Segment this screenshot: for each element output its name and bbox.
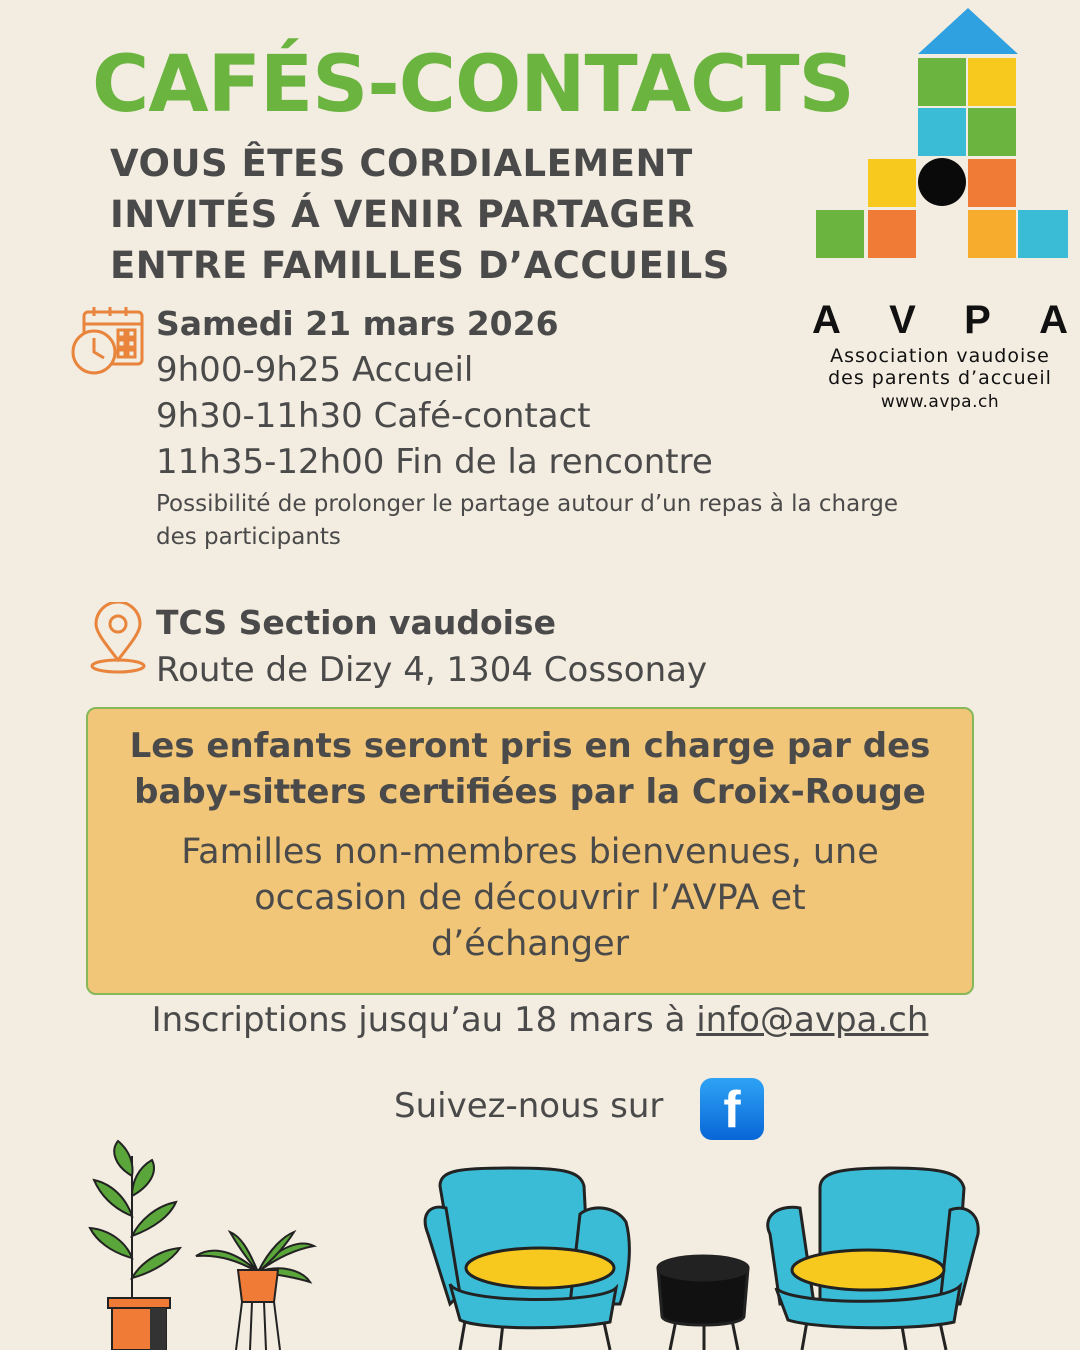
location-address: Route de Dizy 4, 1304 Cossonay: [156, 650, 708, 690]
registration-line: [0, 1000, 1080, 1040]
avpa-letter: P: [964, 298, 991, 342]
childcare-notice: Les enfants seront pris en charge par des baby-sitters certifiées par la Croix-Rouge: [129, 726, 931, 812]
registration-text: Inscriptions jusqu’au 18 mars à: [151, 1000, 697, 1040]
welcome-notice: Familles non-membres bienvenues, une occasion de découvrir l’AVPA et d’échanger: [181, 832, 879, 964]
schedule-item: 9h30-11h30 Café-contact: [156, 396, 591, 436]
follow-label: Suivez-nous sur: [394, 1086, 664, 1126]
event-date: Samedi 21 mars 2026: [156, 304, 559, 343]
info-box: [86, 707, 974, 995]
calendar-clock-icon: [70, 306, 148, 378]
armchairs-illustration-icon: [420, 1164, 990, 1350]
subtitle-line-1: VOUS ÊTES CORDIALEMENT: [110, 142, 693, 185]
schedule-item: 11h35-12h00 Fin de la rencontre: [156, 442, 713, 482]
facebook-icon[interactable]: f: [700, 1078, 764, 1140]
location-name: TCS Section vaudoise: [156, 603, 556, 642]
page-title: CAFÉS-CONTACTS: [92, 40, 854, 130]
avpa-blocks-logo-icon: [814, 6, 1070, 260]
subtitle-line-2: INVITÉS Á VENIR PARTAGER: [110, 193, 696, 236]
schedule-note: Possibilité de prolonger le partage autour d’un repas à la charge des participants: [156, 491, 899, 550]
avpa-letter: A: [812, 298, 841, 342]
avpa-letter: A: [1039, 298, 1068, 342]
avpa-logo-letters: [812, 298, 1068, 343]
subtitle-line-3: ENTRE FAMILLES D’ACCUEILS: [110, 244, 730, 287]
map-pin-icon: [88, 602, 148, 676]
avpa-letter: V: [889, 298, 916, 342]
avpa-association-line2: des parents d’accueil: [828, 367, 1052, 389]
schedule-item: 9h00-9h25 Accueil: [156, 350, 474, 390]
avpa-association-line1: Association vaudoise: [830, 345, 1050, 367]
plants-illustration-icon: [80, 1136, 330, 1350]
email-link[interactable]: info@avpa.ch: [696, 1000, 929, 1040]
avpa-website: www.avpa.ch: [880, 392, 1000, 412]
